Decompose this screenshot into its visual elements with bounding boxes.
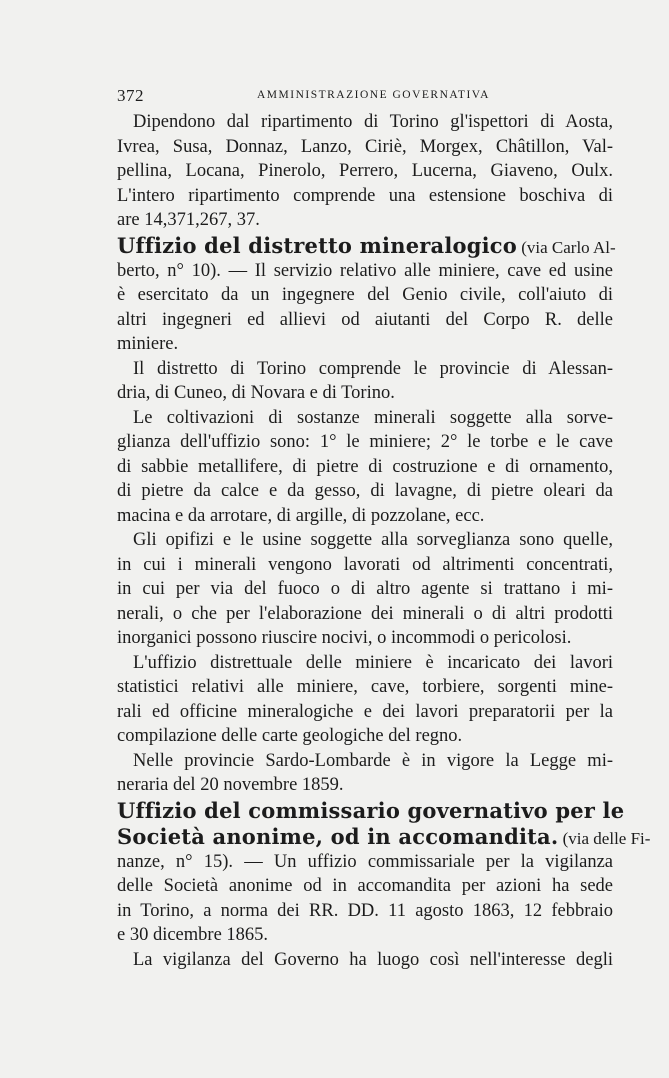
line-text: e 30 dicembre 1865. bbox=[117, 925, 269, 945]
line-text: compilazione delle carte geologiche del regno. bbox=[117, 726, 463, 746]
line-text: in cui per via del fuoco o di altro agente si trattano i mi- bbox=[117, 579, 613, 599]
section-heading: Società anonime, od in accomandita. bbox=[117, 823, 559, 849]
heading-line bbox=[117, 797, 625, 824]
text-line bbox=[117, 332, 613, 357]
text-line bbox=[117, 899, 613, 924]
page-header bbox=[117, 86, 615, 106]
text-line bbox=[117, 504, 613, 529]
text-line bbox=[117, 357, 613, 382]
text-line bbox=[117, 651, 613, 676]
text-line bbox=[117, 455, 613, 480]
line-text: in cui i minerali vengono lavorati od altrimenti concentrati, bbox=[117, 554, 613, 575]
text-line bbox=[117, 184, 613, 209]
line-text: miniere. bbox=[117, 334, 179, 354]
text-line bbox=[117, 948, 613, 973]
line-text: statistici relativi alle miniere, cave, torbiere, sorgenti mine- bbox=[117, 677, 613, 697]
line-text: nanze, n° 15). — Un uffizio commissariale per la vigilanza bbox=[117, 851, 613, 872]
text-line bbox=[117, 850, 613, 875]
line-text: di pietre da calce e da gesso, di lavagne, di pietre oleari da bbox=[117, 481, 613, 501]
line-text: in Torino, a norma dei RR. DD. 11 agosto 1863, 12 febbraio bbox=[117, 900, 613, 921]
line-text: Le coltivazioni di sostanze minerali soggette alla sorve- bbox=[133, 407, 613, 428]
line-text: pellina, Locana, Pinerolo, Perrero, Lucerna, Giaveno, Oulx. bbox=[117, 161, 613, 181]
text-line bbox=[117, 479, 613, 504]
line-text: Dipendono dal ripartimento di Torino gl'ispettori di Aosta, bbox=[133, 112, 613, 132]
text-line bbox=[117, 724, 613, 749]
text-line bbox=[117, 626, 613, 651]
heading-line bbox=[117, 823, 651, 850]
line-text: macina e da arrotare, di argille, di pozzolane, ecc. bbox=[117, 505, 485, 526]
line-text: rali ed officine mineralogiche e dei lavori preparatorii per la bbox=[117, 701, 613, 722]
text-line bbox=[117, 208, 613, 233]
line-text: La vigilanza del Governo ha luogo così nell'interesse degli bbox=[133, 949, 613, 970]
line-text: (via delle Fi- bbox=[558, 828, 651, 848]
text-line bbox=[117, 308, 613, 333]
text-line bbox=[117, 283, 613, 308]
section-heading: Uffizio del commissario governativo per le bbox=[117, 797, 625, 823]
body-text bbox=[117, 110, 651, 972]
heading-line bbox=[117, 232, 616, 259]
line-text: are 14,371,267, 37. bbox=[117, 210, 260, 230]
text-line bbox=[117, 874, 613, 899]
text-line bbox=[117, 381, 613, 406]
text-line bbox=[117, 110, 613, 135]
page-number: 372 bbox=[117, 86, 144, 105]
text-line bbox=[117, 675, 613, 700]
text-line bbox=[117, 159, 613, 184]
line-text: berto, n° 10). — Il servizio relativo alle miniere, cave ed usine bbox=[117, 260, 613, 281]
line-text: neraria del 20 novembre 1859. bbox=[117, 775, 344, 795]
text-line bbox=[117, 749, 613, 774]
running-head: AMMINISTRAZIONE GOVERNATIVA bbox=[257, 89, 490, 101]
line-text: dria, di Cuneo, di Novara e di Torino. bbox=[117, 383, 395, 403]
line-text: (via Carlo Al- bbox=[516, 237, 616, 257]
line-text: altri ingegneri ed allievi od aiutanti del Corpo R. delle bbox=[117, 309, 613, 330]
text-line bbox=[117, 577, 613, 602]
text-line bbox=[117, 773, 613, 798]
text-line bbox=[117, 923, 613, 948]
text-line bbox=[117, 259, 613, 284]
line-text: L'uffizio distrettuale delle miniere è incaricato dei lavori bbox=[133, 652, 613, 673]
section-heading: Uffizio del distretto mineralogico bbox=[117, 232, 517, 258]
line-text: L'intero ripartimento comprende una estensione boschiva di bbox=[117, 185, 613, 206]
text-line bbox=[117, 553, 613, 578]
line-text: Gli opifizi e le usine soggette alla sorveglianza sono quelle, bbox=[133, 530, 613, 550]
line-text: delle Società anonime od in accomandita per azioni ha sede bbox=[117, 876, 613, 896]
text-line bbox=[117, 406, 613, 431]
line-text: è esercitato da un ingegnere del Genio civile, coll'aiuto di bbox=[117, 285, 613, 305]
line-text: di sabbie metallifere, di pietre di costruzione e di ornamento, bbox=[117, 456, 613, 477]
text-line bbox=[117, 430, 613, 455]
text-line bbox=[117, 135, 613, 160]
line-text: nerali, o che per l'elaborazione dei minerali o di altri prodotti bbox=[117, 603, 613, 624]
line-text: Ivrea, Susa, Donnaz, Lanzo, Ciriè, Morgex, Châtillon, Val- bbox=[117, 136, 613, 157]
line-text: glianza dell'uffizio sono: 1° le miniere; 2° le torbe e le cave bbox=[117, 432, 613, 452]
text-line bbox=[117, 602, 613, 627]
line-text: inorganici possono riuscire nocivi, o incommodi o pericolosi. bbox=[117, 628, 572, 648]
line-text: Nelle provincie Sardo-Lombarde è in vigore la Legge mi- bbox=[133, 750, 613, 771]
text-line bbox=[117, 528, 613, 553]
line-text: Il distretto di Torino comprende le provincie di Alessan- bbox=[133, 358, 613, 379]
text-line bbox=[117, 700, 613, 725]
